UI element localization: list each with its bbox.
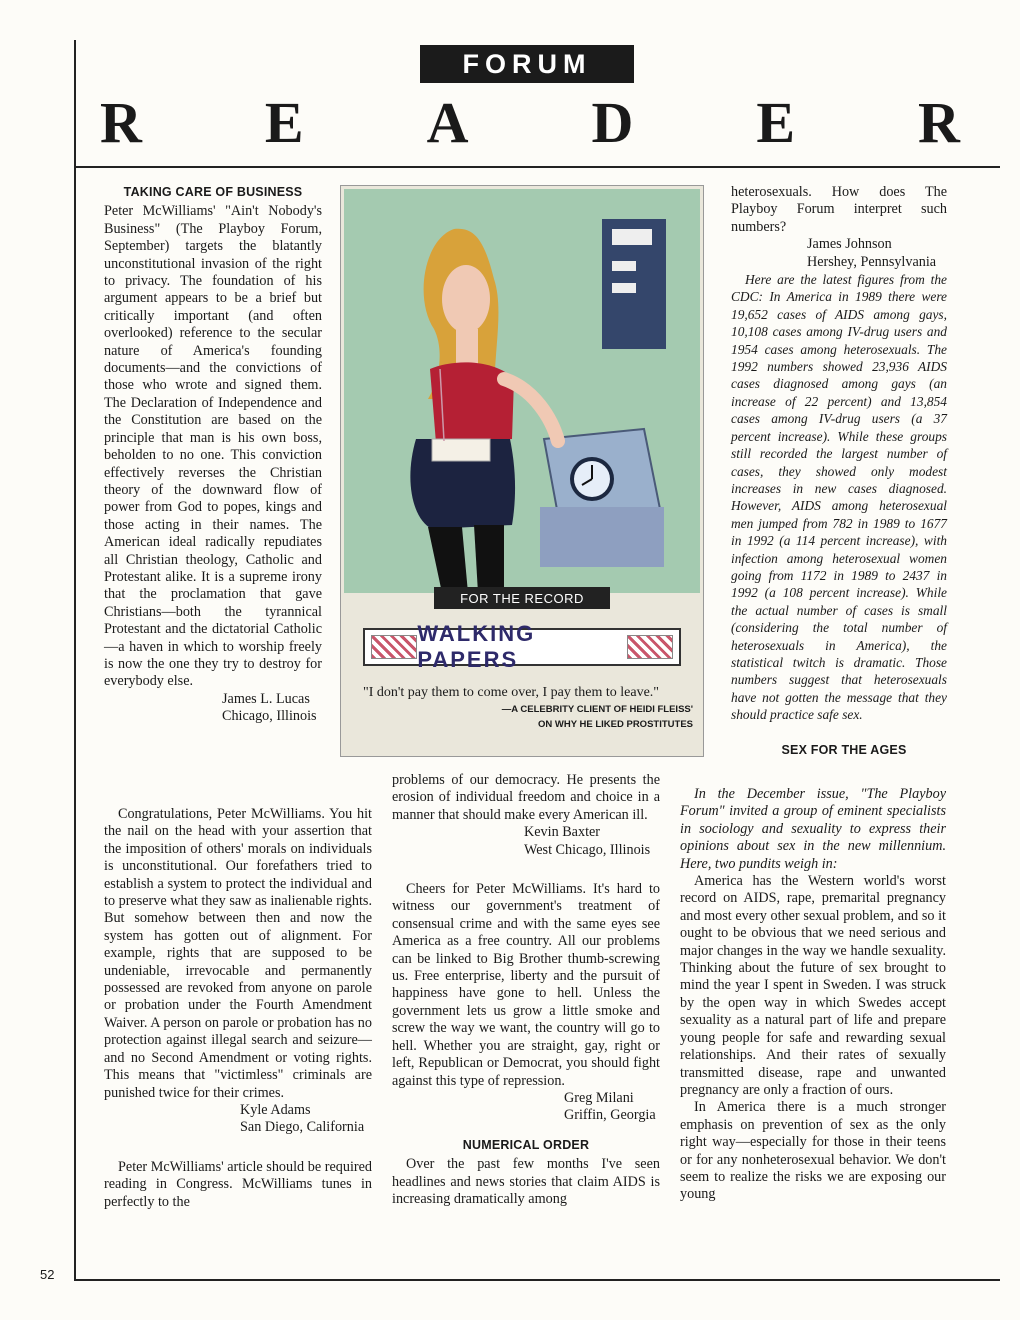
letter-signature: Kyle Adams bbox=[240, 1101, 311, 1118]
section-heading: SEX FOR THE AGES bbox=[781, 742, 907, 757]
letter-location: West Chicago, Illinois bbox=[524, 841, 651, 858]
letter-text: heterosexuals. How does The Playboy Forum interpret such numbers? bbox=[731, 184, 947, 235]
reader-letter: R bbox=[100, 90, 142, 155]
decorative-pattern-icon bbox=[371, 635, 417, 659]
reader-letter: A bbox=[426, 90, 469, 155]
page-number: 52 bbox=[40, 1267, 55, 1282]
letter-text: Peter McWilliams' article should be required reading in Congress. McWilliams tunes in perfectly to the bbox=[104, 1158, 372, 1210]
letter-location: San Diego, California bbox=[240, 1119, 365, 1136]
letter-text: Peter McWilliams' "Ain't Nobody's Business" (The Playboy Forum, September) targets the blatantly unconstitutional invasion of the right to privacy. The foundation of his argument appears to be a brief but critically important (and often overlooked) reference to the secular nature of America's founding documents—and the convictions of those who wrote and signed them. The Declaration of Independence and the Constitution are based on the principle that man is his own boss, beholden to no one. This conviction effectively reverses the Christian theory of the downward flow of power from God to popes, kings and those acting in their names. The American ideal radically repudiates all Christian theology, Catholic and Protestant alike. It is a supreme irony that the proclamation that gave Christians—both the tyrannical Protestant and the dictatorial Catholic—a haven in which to worship freely is now the one they try to destroy for everybody else. bbox=[104, 203, 322, 690]
article-text: In America there is a much stronger emphasis on prevention of sex as the only right way—especially for those in their teens or for any nonheterosexual behavior. We don't seem to realize the risks we are exposing our young bbox=[680, 1099, 946, 1203]
letter-text: Congratulations, Peter McWilliams. You hit the nail on the head with your assertion that the imposition of others' morals on individuals is unconstitutional. Our forefathers tried to establish a system to protect the individual and to preserve what they saw as inalienable rights. But somehow between then and now the system has gotten out of alignment. For example, rights that are supposed to be undeniable, irrevocable and permanently possessed are revoked from anyone on parole or probation under the Fourth Amendment Waiver. A person on parole or probation has no protection against illegal search and seizure—and no Second Amendment or voting rights. This means that "victimless" criminals are punished twice for their crimes. bbox=[104, 806, 372, 1101]
letter-location: Hershey, Pennsylvania bbox=[807, 253, 937, 270]
reader-letter: D bbox=[591, 90, 634, 155]
left-rule bbox=[74, 40, 76, 1280]
letter-text: Cheers for Peter McWilliams. It's hard to witness our government's treatment of consensual crime and with the same eyes see America as a free country. All our problems can be linked to Big Brother thumb-screwing us. Free enterprise, liberty and the pursuit of happiness have gone to hell. Unless the government lets us grow a little smoke and screw the way we want, the country will go to hell. Whether you are straight, gay, right or left, Republican or Democrat, you should fight against this type of repression. bbox=[392, 881, 660, 1089]
attribution-line: ON WHY HE LIKED PROSTITUTES bbox=[537, 719, 693, 730]
illustration-art bbox=[344, 189, 700, 593]
section-heading: TAKING CARE OF BUSINESS bbox=[123, 185, 303, 199]
column-1-bottom bbox=[104, 806, 372, 1211]
column-2 bbox=[392, 772, 660, 1208]
reader-title bbox=[100, 88, 960, 158]
letter-signature: James L. Lucas bbox=[222, 690, 310, 707]
letter-text: Over the past few months I've seen headlines and news stories that claim AIDS is increasing dramatically among bbox=[392, 1156, 660, 1207]
letter-text: problems of our democracy. He presents the erosion of individual freedom and choice in a manner that should make every American ill. bbox=[392, 772, 660, 823]
illustration-panel bbox=[340, 185, 704, 757]
column-3-bottom bbox=[680, 786, 946, 1204]
decorative-pattern-icon bbox=[627, 635, 673, 659]
forum-banner: FORUM bbox=[420, 45, 634, 83]
attribution-line: —A CELEBRITY CLIENT OF HEIDI FLEISS' bbox=[501, 704, 693, 715]
pull-quote: "I don't pay them to come over, I pay them to leave." bbox=[363, 685, 660, 700]
letter-signature: Greg Milani bbox=[564, 1089, 634, 1106]
for-the-record-label: FOR THE RECORD bbox=[434, 587, 610, 609]
column-1-top bbox=[104, 184, 322, 726]
letter-location: Chicago, Illinois bbox=[222, 708, 317, 725]
footer-rule bbox=[74, 1279, 1000, 1281]
walking-papers-banner bbox=[363, 621, 681, 672]
walking-papers-title: WALKING PAPERS bbox=[417, 621, 536, 672]
article-text: America has the Western world's worst record on AIDS, rape, premarital pregnancy and most every other sexual problem, and so it ought to be obvious that we need serious and major changes in the way we handle sexuality. Thinking about the future of sex brought to mind the year I spent in Sweden. I was struck by the open way in which Swedes accept sexuality as a natural part of life and prepare young people for safe and rewarding sexual relationships. And their rates of sexually transmitted disease, rape and unwanted pregnancy are only a fraction of ours. bbox=[680, 873, 946, 1098]
header-rule bbox=[74, 166, 1000, 168]
editor-reply: Here are the latest figures from the CDC: In America in 1989 there were 19,652 cases of AIDS among gays, 10,108 cases among IV-drug users and 1954 cases among heterosexuals. The 1992 numbers showed 23,936 AIDS cases diagnosed among gays (an increase of 22 percent) and 13,854 cases among IV-drug users (a 37 percent increase). While these groups still recorded the largest number of cases, they showed only modest increases in new cases diagnosed. However, AIDS among heterosexual men jumped from 782 in 1989 to 1677 in 1992 (a 114 percent increase), with infection among heterosexual women going from 1172 in 1989 to 2437 in 1992 (a 108 percent increase). While the actual number of cases is small (considering the total number of heterosexuals in America), the statistical twitch is dramatic. Those numbers suggest that heterosexuals have not gotten the message that they should practice safe sex. bbox=[731, 272, 947, 723]
section-heading: NUMERICAL ORDER bbox=[462, 1137, 590, 1152]
letter-signature: James Johnson bbox=[807, 236, 892, 253]
section-intro: In the December issue, "The Playboy Forum" invited a group of eminent specialists in sociology and sexuality to express their opinions about sex in the new millennium. Here, two pundits weigh in: bbox=[680, 786, 946, 872]
letter-signature: Kevin Baxter bbox=[524, 824, 601, 841]
reader-letter: E bbox=[264, 90, 304, 155]
reader-letter: R bbox=[918, 90, 960, 155]
column-3 bbox=[731, 184, 947, 761]
quote-attribution bbox=[401, 702, 693, 732]
letter-location: Griffin, Georgia bbox=[564, 1107, 656, 1124]
reader-letter: E bbox=[756, 90, 796, 155]
